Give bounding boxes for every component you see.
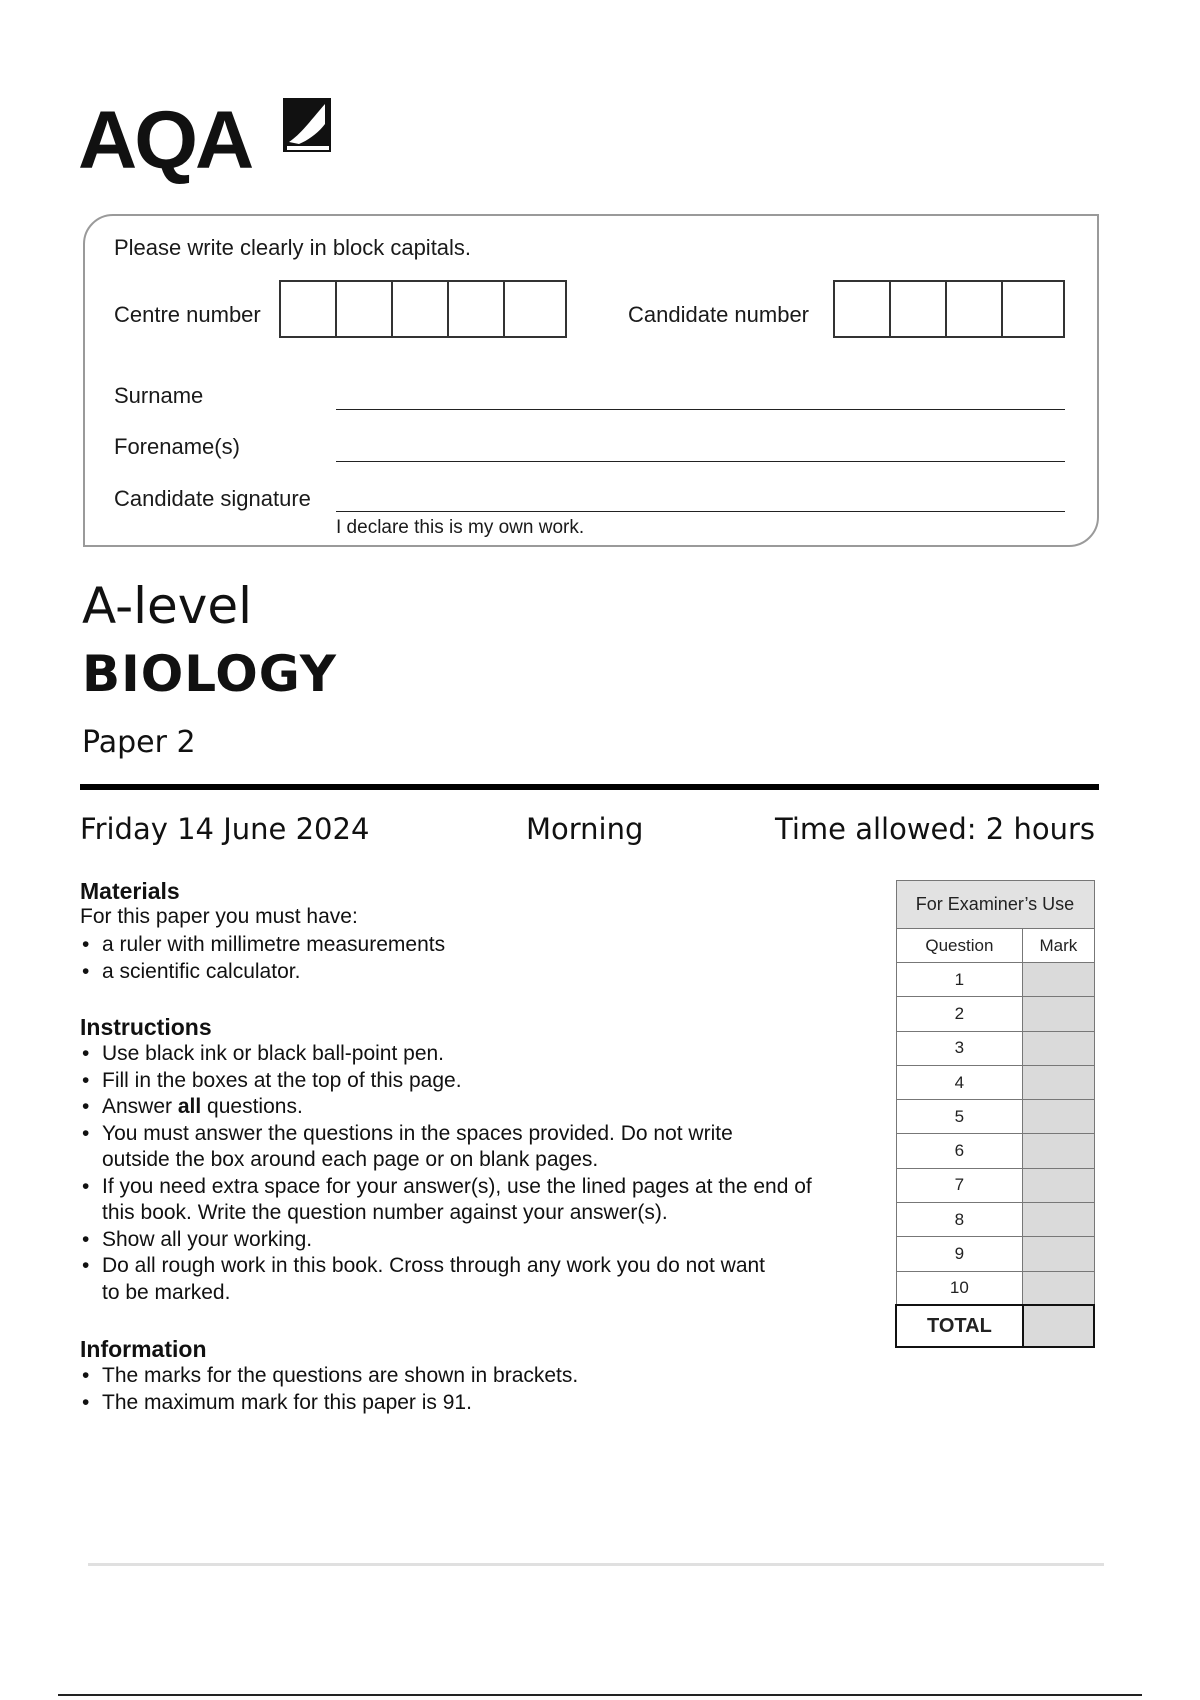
question-number: 2: [896, 997, 1023, 1031]
centre-number-digit[interactable]: [505, 282, 561, 336]
centre-number-boxes[interactable]: [279, 280, 567, 338]
mark-cell: [1023, 1271, 1094, 1305]
instructions-heading: Instructions: [80, 1014, 212, 1040]
total-mark-cell: [1023, 1305, 1094, 1347]
aqa-logo-mark-icon: [279, 94, 335, 154]
centre-number-digit[interactable]: [449, 282, 505, 336]
qualification-level: A-level: [82, 577, 253, 635]
answer-all-pre: Answer: [102, 1095, 178, 1118]
question-number: 10: [896, 1271, 1023, 1305]
list-item: [80, 1253, 880, 1306]
surname-label: Surname: [114, 383, 204, 408]
list-item-line: to be marked.: [102, 1280, 231, 1304]
list-item: • The marks for the questions are shown in brackets.: [80, 1363, 880, 1390]
block-capitals-instruction: Please write clearly in block capitals.: [114, 235, 472, 260]
mark-cell: [1023, 997, 1094, 1031]
exam-session: Morning: [526, 812, 644, 846]
mark-cell: [1023, 1237, 1094, 1271]
forenames-label: Forename(s): [114, 434, 240, 459]
aqa-logo: [78, 92, 348, 192]
materials-heading: Materials: [80, 878, 180, 904]
materials-intro: For this paper you must have:: [80, 905, 358, 928]
answer-all-emphasis: all: [177, 1095, 202, 1118]
centre-number-label: Centre number: [114, 302, 261, 327]
mark-cell: [1023, 1031, 1094, 1065]
list-item: • Fill in the boxes at the top of this page.: [80, 1068, 880, 1095]
mark-column-header: Mark: [1023, 929, 1094, 963]
page-bottom-rule: [58, 1694, 1142, 1696]
question-number: 5: [896, 1100, 1023, 1134]
list-item: [80, 1094, 880, 1121]
question-number: 8: [896, 1203, 1023, 1237]
answer-all-post: questions.: [201, 1095, 303, 1118]
question-number: 6: [896, 1134, 1023, 1168]
question-number: 1: [896, 963, 1023, 997]
total-label: TOTAL: [896, 1305, 1023, 1347]
centre-number-digit[interactable]: [393, 282, 449, 336]
list-item: • The maximum mark for this paper is 91.: [80, 1390, 880, 1417]
examiner-table-title: For Examiner’s Use: [896, 881, 1094, 929]
list-item-line: • Do all rough work in this book. Cross through any work you do not want: [102, 1254, 766, 1277]
materials-list: [80, 932, 880, 985]
information-list: [80, 1363, 880, 1416]
list-item-line: • If you need extra space for your answer(s), use the lined pages at the end of: [102, 1174, 812, 1198]
centre-number-digit[interactable]: [281, 282, 337, 336]
question-number: 9: [896, 1237, 1023, 1271]
list-item: [80, 1121, 880, 1174]
mark-cell: [1023, 1065, 1094, 1099]
list-item-line: outside the box around each page or on blank pages.: [102, 1148, 599, 1171]
candidate-number-digit[interactable]: [835, 282, 891, 336]
list-item-line: this book. Write the question number against your answer(s).: [102, 1201, 668, 1224]
question-number: 3: [896, 1031, 1023, 1065]
list-item: • a ruler with millimetre measurements: [80, 932, 880, 959]
information-heading: Information: [80, 1336, 207, 1362]
declaration-text: I declare this is my own work.: [336, 517, 585, 538]
exam-date: Friday 14 June 2024: [80, 812, 370, 846]
surname-field[interactable]: [336, 409, 1065, 410]
subject-title: BIOLOGY: [82, 645, 337, 703]
paper-number: Paper 2: [82, 725, 196, 760]
candidate-number-digit[interactable]: [1003, 282, 1059, 336]
question-column-header: Question: [896, 929, 1023, 963]
mark-cell: [1023, 1134, 1094, 1168]
list-item: • a scientific calculator.: [80, 959, 880, 986]
question-number: 7: [896, 1168, 1023, 1202]
mark-cell: [1023, 963, 1094, 997]
list-item: • Show all your working.: [80, 1227, 880, 1254]
time-allowed: Time allowed: 2 hours: [775, 812, 1095, 846]
footer-divider: [88, 1563, 1104, 1566]
examiner-use-table: [895, 880, 1095, 1348]
logo-text: AQA: [78, 95, 252, 186]
instructions-list: [80, 1041, 880, 1306]
candidate-number-digit[interactable]: [947, 282, 1003, 336]
mark-cell: [1023, 1168, 1094, 1202]
forenames-field[interactable]: [336, 461, 1065, 462]
list-item: [80, 1174, 880, 1227]
centre-number-digit[interactable]: [337, 282, 393, 336]
mark-cell: [1023, 1203, 1094, 1237]
signature-label: Candidate signature: [114, 486, 311, 511]
question-number: 4: [896, 1065, 1023, 1099]
list-item: • Use black ink or black ball-point pen.: [80, 1041, 880, 1068]
signature-field[interactable]: [336, 511, 1065, 512]
mark-cell: [1023, 1100, 1094, 1134]
title-divider: [80, 784, 1099, 790]
list-item-line: • You must answer the questions in the spaces provided. Do not write: [102, 1121, 733, 1145]
candidate-number-digit[interactable]: [891, 282, 947, 336]
candidate-number-boxes[interactable]: [833, 280, 1065, 338]
candidate-number-label: Candidate number: [628, 302, 810, 327]
